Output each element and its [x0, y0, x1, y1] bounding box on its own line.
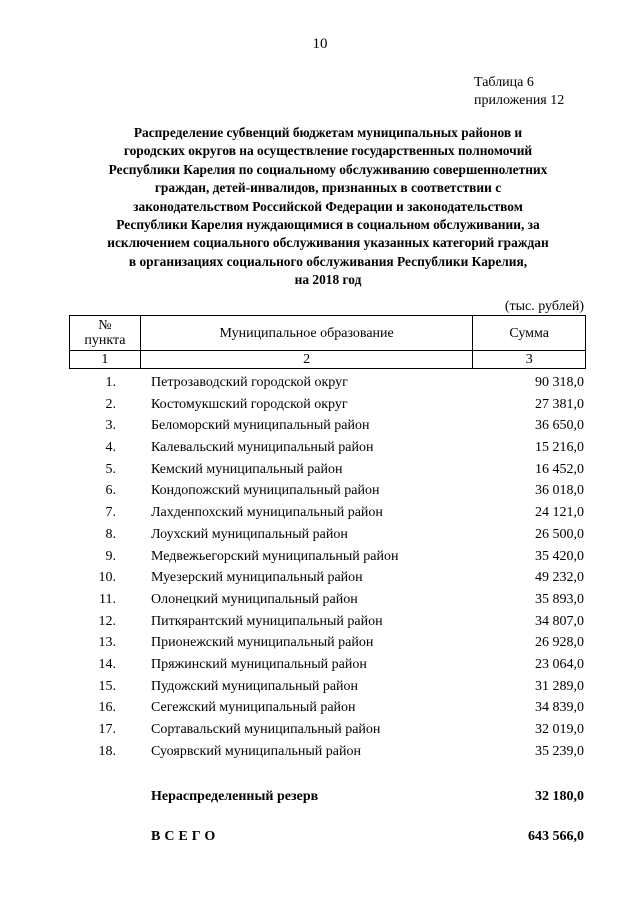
- row-municipality: Лахденпохский муниципальный район: [151, 505, 383, 521]
- document-title: [70, 124, 586, 290]
- title-line: Республики Карелия нуждающимися в социальном обслуживании, за: [116, 217, 540, 233]
- title-line: Республики Карелия по социальному обслуживанию совершеннолетних: [108, 161, 548, 177]
- row-municipality: Костомукшский городской округ: [151, 396, 348, 412]
- title-line: городских округов на осуществление государственных полномочий: [123, 143, 533, 159]
- table-header: [69, 315, 586, 369]
- column-index: 3: [473, 351, 586, 369]
- row-municipality: Калевальский муниципальный район: [151, 440, 374, 456]
- row-sum: 36 018,0: [535, 483, 584, 499]
- header-sum: Сумма: [473, 316, 586, 351]
- row-municipality: Прионежский муниципальный район: [151, 635, 374, 651]
- row-number: 9.: [105, 548, 116, 564]
- row-sum: 31 289,0: [535, 678, 584, 694]
- table-reference-line: Таблица 6: [474, 75, 534, 90]
- row-sum: 16 452,0: [535, 461, 584, 477]
- total-label: ВСЕГО: [151, 829, 220, 844]
- row-municipality: Лоухский муниципальный район: [151, 526, 348, 542]
- table-row: [69, 654, 586, 676]
- row-municipality: Пудожский муниципальный район: [151, 678, 359, 694]
- title-line: в организациях социального обслуживания Республики Карелия,: [128, 253, 528, 269]
- row-sum: 34 807,0: [535, 613, 584, 629]
- table-row: [69, 524, 586, 546]
- title-line: законодательством Российской Федерации и законодательством: [133, 198, 523, 214]
- row-municipality: Кемский муниципальный район: [151, 461, 343, 477]
- reserve-sum: 32 180,0: [535, 789, 584, 804]
- row-number: 1.: [105, 375, 116, 390]
- header-municipality: Муниципальное образование: [140, 316, 473, 351]
- row-municipality: Кондопожский муниципальный район: [151, 483, 380, 499]
- title-line: Распределение субвенций бюджетам муниципальных районов и: [133, 125, 523, 140]
- total-sum: 643 566,0: [528, 829, 584, 844]
- table-row: [69, 567, 586, 589]
- row-number: 4.: [105, 440, 116, 456]
- row-sum: 23 064,0: [535, 656, 584, 672]
- row-municipality: Пряжинский муниципальный район: [151, 656, 367, 672]
- row-number: 13.: [98, 635, 116, 651]
- row-number: 15.: [98, 678, 116, 694]
- row-sum: 35 239,0: [535, 743, 584, 759]
- row-number: 18.: [98, 743, 116, 759]
- table-reference-line: приложения 12: [474, 93, 565, 108]
- table-row: [69, 719, 586, 741]
- row-sum: 26 928,0: [535, 635, 584, 651]
- row-sum: 34 839,0: [535, 700, 584, 716]
- table-row: [69, 372, 586, 394]
- row-sum: 90 318,0: [535, 375, 584, 390]
- table-row: [69, 480, 586, 502]
- table-reference: [474, 74, 564, 110]
- table-row: [69, 632, 586, 654]
- row-sum: 36 650,0: [535, 418, 584, 434]
- row-sum: 26 500,0: [535, 526, 584, 542]
- table-row: [69, 546, 586, 568]
- row-number: 2.: [105, 396, 116, 412]
- row-municipality: Сортавальский муниципальный район: [151, 722, 381, 737]
- column-index: 1: [70, 351, 141, 369]
- row-sum: 24 121,0: [535, 505, 584, 521]
- row-municipality: Питкярантский муниципальный район: [151, 613, 383, 629]
- table-row: [69, 676, 586, 698]
- table-row: [69, 697, 586, 719]
- row-number: 6.: [105, 483, 116, 499]
- row-sum: 35 420,0: [535, 548, 584, 564]
- row-number: 17.: [98, 722, 116, 737]
- row-municipality: Петрозаводский городской округ: [151, 375, 348, 390]
- header-number: [70, 316, 141, 351]
- page-number: 10: [312, 36, 328, 52]
- row-number: 16.: [98, 700, 116, 716]
- table-row: [69, 394, 586, 416]
- table-row: [69, 589, 586, 611]
- row-number: 10.: [98, 570, 116, 586]
- row-municipality: Суоярвский муниципальный район: [151, 743, 361, 759]
- column-index: 2: [140, 351, 473, 369]
- title-line: на 2018 год: [294, 272, 362, 288]
- table-row: [69, 502, 586, 524]
- title-line: граждан, детей-инвалидов, признанных в соответствии с: [154, 180, 502, 196]
- reserve-label: Нераспределенный резерв: [151, 789, 319, 804]
- table-row: [69, 611, 586, 633]
- table-row: [69, 459, 586, 481]
- row-sum: 49 232,0: [535, 570, 584, 586]
- reserve-row: [69, 787, 586, 807]
- row-municipality: Олонецкий муниципальный район: [151, 591, 358, 607]
- row-municipality: Беломорский муниципальный район: [151, 418, 370, 434]
- row-sum: 35 893,0: [535, 591, 584, 607]
- row-sum: 27 381,0: [535, 396, 584, 412]
- table-row: [69, 437, 586, 459]
- row-number: 8.: [105, 526, 116, 542]
- row-municipality: Медвежьегорский муниципальный район: [151, 548, 399, 564]
- units-label: (тыс. рублей): [504, 299, 584, 314]
- row-number: 5.: [105, 461, 116, 477]
- header-number-line: №: [98, 318, 112, 333]
- row-number: 3.: [105, 418, 116, 434]
- row-number: 11.: [99, 591, 116, 607]
- title-line: исключением социального обслуживания указанных категорий граждан: [107, 235, 549, 251]
- header-number-line: пункта: [84, 333, 126, 348]
- table-row: [69, 415, 586, 437]
- row-municipality: Сегежский муниципальный район: [151, 700, 356, 716]
- row-number: 12.: [98, 613, 116, 629]
- row-municipality: Муезерский муниципальный район: [151, 570, 363, 586]
- row-number: 14.: [98, 656, 116, 672]
- table-body: [69, 372, 586, 762]
- row-sum: 32 019,0: [535, 722, 584, 737]
- total-row: [69, 827, 586, 847]
- row-sum: 15 216,0: [535, 440, 584, 456]
- row-number: 7.: [105, 505, 116, 521]
- table-row: [69, 741, 586, 763]
